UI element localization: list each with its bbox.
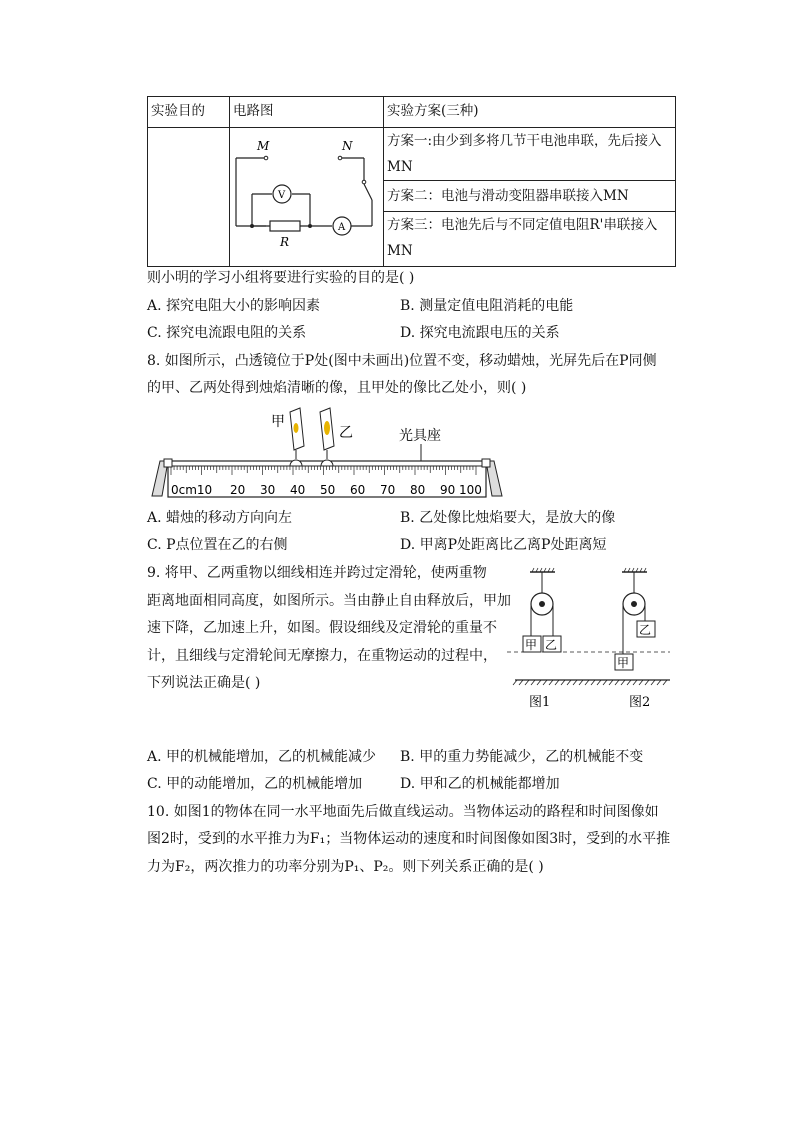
label-n: N [342,139,353,153]
tick-label-30: 30 [260,483,276,497]
ammeter-icon: A [338,222,346,233]
ground-hatch-line [543,680,547,685]
screen-jia-label: 甲 [271,414,285,430]
q9-stem-line-5: 下列说法正确是( ) [147,675,261,691]
ground-hatch-line [555,680,559,685]
q9-option-a[interactable]: A. 甲的机械能增加，乙的机械能减少 [147,749,377,765]
q8-stem-line-2: 的甲、乙两处得到烛焰清晰的像，且甲处的像比乙处小，则( ) [147,380,527,396]
ground-hatch-line [519,680,523,685]
ground-hatch-line [639,680,643,685]
q9-option-d[interactable]: D. 甲和乙的机械能都增加 [400,776,560,792]
plans-cell [384,128,676,267]
ground-hatch-line [615,680,619,685]
header-plan: 实验方案(三种) [384,97,676,128]
fig1-jia-label: 甲 [525,638,538,652]
fig2-jia-label: 甲 [617,656,630,670]
q9-stem-line-4: 计，且细线与定滑轮间无摩擦力，在重物运动的过程中， [147,648,497,664]
ground-hatch-line [609,680,613,685]
q8-stem-line-1: 8. 如图所示，凸透镜位于P处(图中未画出)位置不变，移动蜡烛，光屏先后在P同侧 [147,353,657,369]
screen-yi-label: 乙 [339,425,353,441]
pulley-figure [505,566,675,716]
tick-label-60: 60 [350,483,366,497]
q8-option-b[interactable]: B. 乙处像比烛焰要大，是放大的像 [400,510,616,526]
fig2-caption: 图2 [629,695,651,710]
ground-hatch-line [663,680,667,685]
ground-hatch-line [591,680,595,685]
ground-hatch-line [597,680,601,685]
label-r: R [280,235,290,249]
tick-label-20: 20 [230,483,246,497]
ground-hatch-line [549,680,553,685]
tick-label-50: 50 [320,483,336,497]
q7-option-b[interactable]: B. 测量定值电阻消耗的电能 [400,298,574,314]
q7-option-d[interactable]: D. 探究电流跟电压的关系 [400,325,560,341]
q9-option-c[interactable]: C. 甲的动能增加，乙的机械能增加 [147,776,363,792]
q9-stem-line-1: 9. 将甲、乙两重物以细线相连并跨过定滑轮，使两重物 [147,565,487,581]
optical-bench-label: 光具座 [399,428,441,444]
ground-hatch-line [621,680,625,685]
ground-hatch-line [531,680,535,685]
tick-label-0-10: 0cm10 [171,483,213,497]
fig1-yi-label: 乙 [545,638,558,652]
ground-hatch-line [651,680,655,685]
ground-hatch-line [567,680,571,685]
experiment-table [147,96,676,267]
q9-option-b[interactable]: B. 甲的重力势能减少，乙的机械能不变 [400,749,644,765]
q9-stem-line-2: 距离地面相同高度，如图所示。当由静止自由释放后，甲加 [147,593,511,609]
tick-label-100: 100 [459,483,482,497]
plan-1: 方案一:由少到多将几节干电池串联，先后接入MN [384,128,675,181]
fig2-yi-label: 乙 [639,623,652,637]
ground-hatch-line [645,680,649,685]
plan-2: 方案二：电池与滑动变阻器串联接入MN [384,181,675,212]
ground-hatch-line [561,680,565,685]
tick-label-40: 40 [290,483,306,497]
q10-stem-line-1: 10. 如图1的物体在同一水平地面先后做直线运动。当物体运动的路程和时间图像如 [147,804,659,820]
q7-stem: 则小明的学习小组将要进行实验的目的是( ) [147,270,415,286]
q8-option-c[interactable]: C. P点位置在乙的右侧 [147,537,288,553]
fig1-caption: 图1 [529,695,551,710]
purpose-cell [148,128,230,267]
q8-option-d[interactable]: D. 甲离P处距离比乙离P处距离短 [400,537,607,553]
ground-hatch-line [633,680,637,685]
q8-option-a[interactable]: A. 蜡烛的移动方向向左 [147,510,293,526]
q7-option-c[interactable]: C. 探究电流跟电阻的关系 [147,325,307,341]
ground-hatch-line [525,680,529,685]
ground-hatch-line [513,680,517,685]
header-purpose: 实验目的 [148,97,230,128]
label-m: M [257,139,270,153]
circuit-cell [230,128,384,267]
q10-stem-line-3: 力为F₂，两次推力的功率分别为P₁、P₂。则下列关系正确的是( ) [147,859,544,875]
q9-stem-line-3: 速下降，乙加速上升，如图。假设细线及定滑轮的重量不 [147,620,497,636]
ground-hatch-line [585,680,589,685]
voltmeter-icon: V [278,190,286,201]
ground-hatch-line [579,680,583,685]
q10-stem-line-2: 图2时，受到的水平推力为F₁；当物体运动的速度和时间图像如图3时，受到的水平推 [147,831,671,847]
ground-hatch-line [537,680,541,685]
q7-option-a[interactable]: A. 探究电阻大小的影响因素 [147,298,321,314]
tick-label-90: 90 [440,483,456,497]
header-circuit: 电路图 [230,97,384,128]
tick-label-70: 70 [380,483,396,497]
circuit-diagram [230,128,378,267]
optical-bench-figure [150,404,510,504]
ground-hatch-line [657,680,661,685]
plan-3: 方案三：电池先后与不同定值电阻R'串联接入MN [387,217,658,259]
ground-hatch-line [573,680,577,685]
tick-label-80: 80 [410,483,426,497]
ground-hatch-line [627,680,631,685]
ground-hatch-line [603,680,607,685]
